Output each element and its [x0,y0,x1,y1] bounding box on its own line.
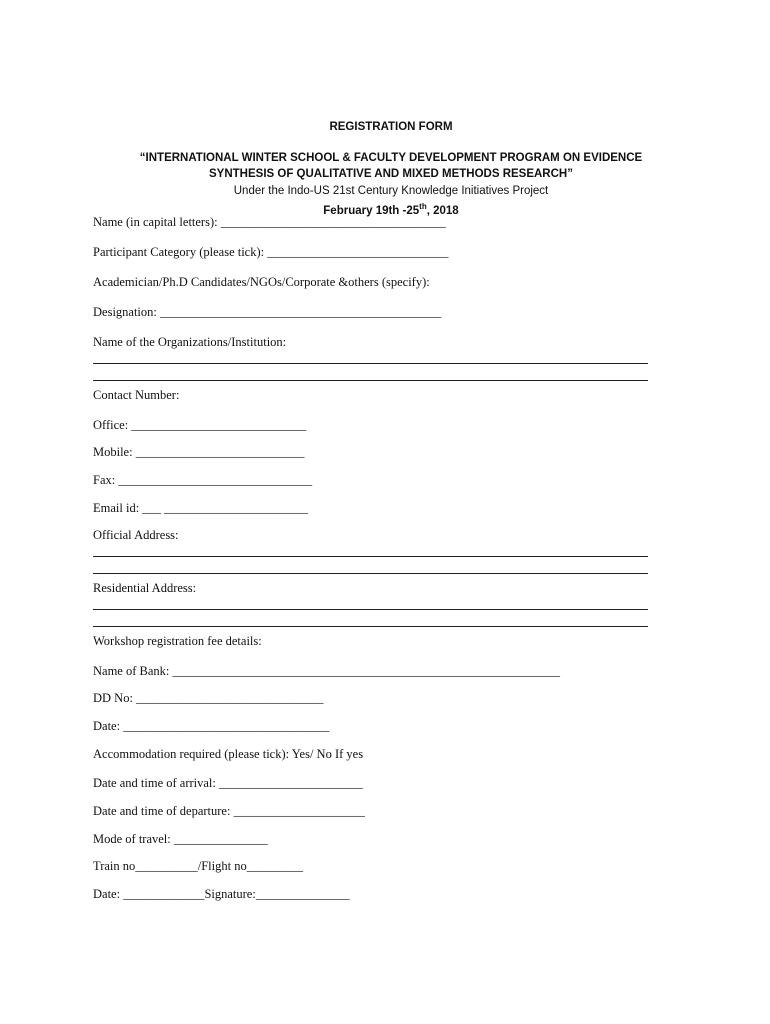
travel-mode-field[interactable]: Mode of travel: _______________ [93,832,268,846]
fee-details-label: Workshop registration fee details: [93,634,262,648]
program-dates-main: February 19th -25 [323,205,420,217]
official-address-line-1[interactable] [93,556,648,557]
residential-address-line-2[interactable] [93,626,648,627]
participant-category-field[interactable]: Participant Category (please tick): _____________________________ [93,245,449,259]
form-title: REGISTRATION FORM [329,121,453,133]
dd-date-field[interactable]: Date: _________________________________ [93,719,330,733]
category-options-label: Academician/Ph.D Candidates/NGOs/Corporate &others (specify): [93,275,430,289]
official-address-line-2[interactable] [93,573,648,574]
departure-field[interactable]: Date and time of departure: _____________________ [93,804,365,818]
program-dates-sup: th [419,202,427,211]
organization-line-2[interactable] [93,380,648,381]
email-field[interactable]: Email id: ___ _______________________ [93,501,308,515]
train-flight-field[interactable]: Train no__________/Flight no_________ [93,859,303,873]
organization-label: Name of the Organizations/Institution: [93,335,287,349]
project-subheading: Under the Indo-US 21st Century Knowledge Initiatives Project [233,185,549,197]
residential-address-label: Residential Address: [93,581,197,595]
program-heading-line1: “INTERNATIONAL WINTER SCHOOL & FACULTY DEVELOPMENT PROGRAM ON EVIDENCE [139,152,643,164]
residential-address-line-1[interactable] [93,609,648,610]
designation-field[interactable]: Designation: _____________________________________________ [93,305,442,319]
program-heading-line2: SYNTHESIS OF QUALITATIVE AND MIXED METHODS RESEARCH” [209,168,573,180]
fax-field[interactable]: Fax: _______________________________ [93,473,313,487]
program-dates-year: , 2018 [426,205,459,217]
date-signature-field[interactable]: Date: _____________Signature:_______________ [93,887,350,901]
official-address-label: Official Address: [93,528,179,542]
contact-number-label: Contact Number: [93,388,180,402]
bank-name-field[interactable]: Name of Bank: ______________________________________________________________ [93,664,560,678]
arrival-field[interactable]: Date and time of arrival: _______________________ [93,776,363,790]
mobile-field[interactable]: Mobile: ___________________________ [93,445,305,459]
office-phone-field[interactable]: Office: ____________________________ [93,418,307,432]
name-field[interactable]: Name (in capital letters): ____________________________________ [93,215,446,229]
organization-line-1[interactable] [93,363,648,364]
accommodation-field[interactable]: Accommodation required (please tick): Yes/ No If yes [93,747,364,761]
dd-number-field[interactable]: DD No: ______________________________ [93,691,324,705]
